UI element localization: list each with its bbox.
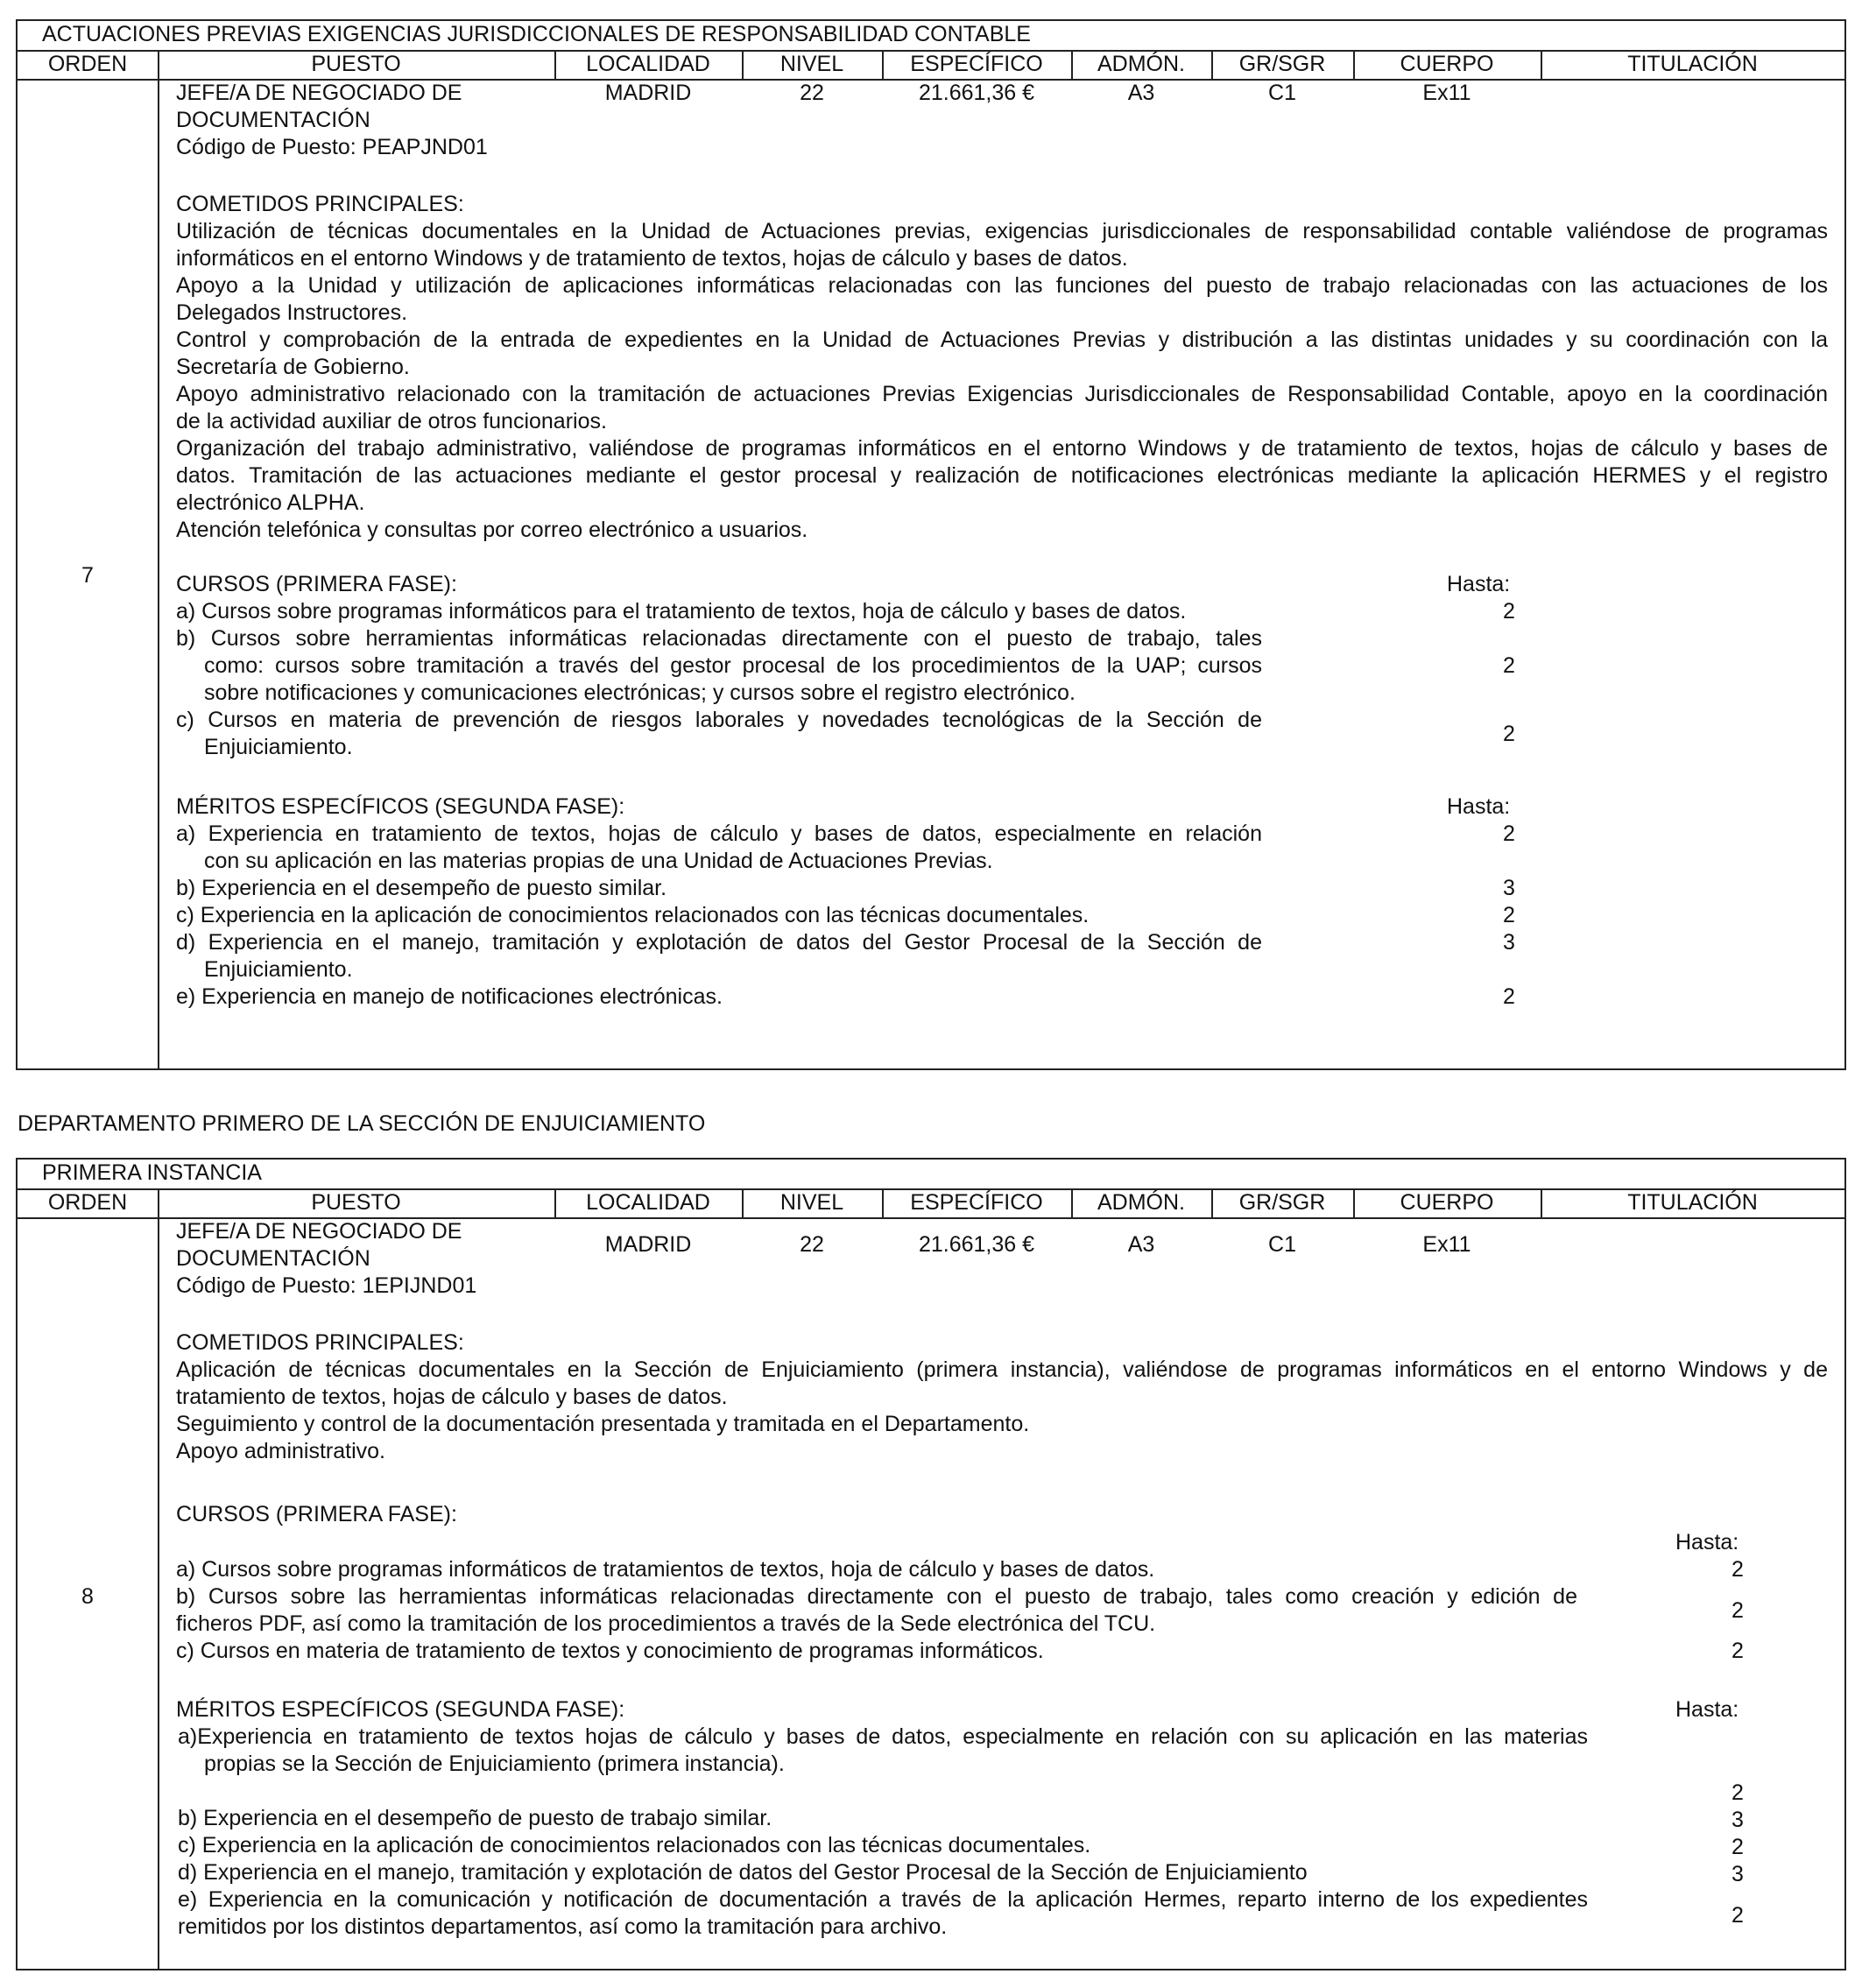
meritos-list <box>176 821 1262 1011</box>
cuerpo-value: Ex11 <box>1422 81 1471 105</box>
header-puesto: PUESTO <box>311 52 401 76</box>
text-line: datos. Tramitación de las actuaciones mediante el gestor procesal y realización de notificaciones electrónicas mediante la aplicación HERMES y el registro <box>176 463 1828 488</box>
header-orden: ORDEN <box>47 52 128 76</box>
text-line: informáticos en el entorno Windows y de tratamiento de textos, hojas de cálculo y bases de datos. <box>176 246 1128 271</box>
points-value: 3 <box>1732 1808 1744 1832</box>
text-line: Control y comprobación de la entrada de expedientes en la Unidad de Actuaciones Previas y distribución a las distintas unidades y su coordinación con la <box>176 328 1828 352</box>
points-value: 2 <box>1503 722 1515 746</box>
text-line: Enjuiciamiento. <box>204 735 353 759</box>
text-line: e) Experiencia en la comunicación y notificación de documentación a través de la aplicación Hermes, reparto interno de los expedientes <box>178 1887 1588 1912</box>
nivel-value: 22 <box>800 1232 824 1257</box>
header-nivel: NIVEL <box>779 52 844 76</box>
header-orden: ORDEN <box>47 1190 128 1215</box>
text-line: a) Experiencia en tratamiento de textos, hojas de cálculo y bases de datos, especialmente en relación <box>176 821 1262 846</box>
points-value: 2 <box>1503 903 1515 927</box>
header-grupo: GR/SGR <box>1238 52 1326 76</box>
spacer <box>178 1778 1588 1805</box>
hasta-label: Hasta: <box>1675 1697 1739 1722</box>
text-line: Apoyo administrativo relacionado con la tramitación de actuaciones Previas Exigencias Jurisdiccionales de Responsabilidad Contable, apoyo en la coordinación <box>176 382 1828 406</box>
points-value: 2 <box>1732 1557 1744 1582</box>
text-line: Utilización de técnicas documentales en la Unidad de Actuaciones previas, exigencias jurisdiccionales de responsabilidad contable valiéndose de programas <box>176 219 1828 243</box>
department-heading: DEPARTAMENTO PRIMERO DE LA SECCIÓN DE ENJUICIAMIENTO <box>18 1111 706 1136</box>
divider <box>158 1188 159 1969</box>
points-value: 2 <box>1503 821 1515 846</box>
points-value: 2 <box>1732 1835 1744 1859</box>
header-especifico: ESPECÍFICO <box>910 52 1043 76</box>
header-cuerpo: CUERPO <box>1400 1190 1494 1215</box>
cometidos-list <box>176 1357 1828 1465</box>
scan-mark <box>1844 1522 1846 1547</box>
text-line: b) Cursos sobre herramientas informáticas relacionadas directamente con el puesto de trabajo, tales <box>176 626 1262 651</box>
text-line: con su aplicación en las materias propias de una Unidad de Actuaciones Previas. <box>204 849 993 873</box>
text-line: c) Experiencia en la aplicación de conocimientos relacionados con las técnicas documentales. <box>178 1833 1091 1858</box>
points-value: 2 <box>1503 984 1515 1009</box>
points-value: 2 <box>1503 653 1515 678</box>
puesto-code: Código de Puesto: 1EPIJND01 <box>176 1273 477 1298</box>
header-localidad: LOCALIDAD <box>586 1190 710 1215</box>
cursos-list <box>176 1556 1577 1665</box>
text-line: a) Cursos sobre programas informáticos para el tratamiento de textos, hoja de cálculo y bases de datos. <box>176 599 1187 624</box>
scan-mark <box>1844 1489 1846 1520</box>
scan-mark <box>1844 1552 1846 1575</box>
puesto-name: DOCUMENTACIÓN <box>176 1246 370 1271</box>
points-value: 3 <box>1732 1862 1744 1886</box>
meritos-title: MÉRITOS ESPECÍFICOS (SEGUNDA FASE): <box>176 794 625 819</box>
orden-number: 7 <box>81 563 94 588</box>
header-puesto: PUESTO <box>311 1190 401 1215</box>
nivel-value: 22 <box>800 81 824 105</box>
text-line: c) Cursos en materia de tratamiento de textos y conocimiento de programas informáticos. <box>176 1639 1044 1663</box>
localidad-value: MADRID <box>604 81 692 105</box>
hasta-label: Hasta: <box>1675 1530 1739 1554</box>
admon-value: A3 <box>1127 81 1155 105</box>
text-line: b) Cursos sobre las herramientas informáticas relacionadas directamente con el puesto de trabajo, tales como creación y edición de <box>176 1584 1577 1609</box>
header-especifico: ESPECÍFICO <box>910 1190 1043 1215</box>
text-line: Atención telefónica y consultas por correo electrónico a usuarios. <box>176 518 808 542</box>
text-line: tratamiento de textos, hojas de cálculo y bases de datos. <box>176 1385 728 1409</box>
meritos-list <box>178 1724 1588 1941</box>
points-value: 2 <box>1732 1780 1744 1805</box>
header-titulacion: TITULACIÓN <box>1627 1190 1758 1215</box>
text-line: b) Experiencia en el desempeño de puesto de trabajo similar. <box>178 1806 772 1830</box>
section-title: PRIMERA INSTANCIA <box>42 1160 262 1185</box>
text-line: Enjuiciamiento. <box>204 957 353 982</box>
text-line: d) Experiencia en el manejo, tramitación y explotación de datos del Gestor Procesal de la Sección de <box>176 930 1262 955</box>
text-line: Apoyo administrativo. <box>176 1439 386 1463</box>
orden-number: 8 <box>81 1584 94 1609</box>
header-admon: ADMÓN. <box>1097 1190 1185 1215</box>
text-line: Apoyo a la Unidad y utilización de aplicaciones informáticas relacionadas con las funciones del puesto de trabajo relacionadas con las actuaciones de los <box>176 273 1828 298</box>
text-line: a)Experiencia en tratamiento de textos hojas de cálculo y bases de datos, especialmente en relación con su aplicación en las materias <box>178 1724 1588 1749</box>
text-line: Seguimiento y control de la documentación presentada y tramitada en el Departamento. <box>176 1412 1030 1436</box>
text-line: d) Experiencia en el manejo, tramitación y explotación de datos del Gestor Procesal de la Sección de Enjuiciamiento <box>178 1860 1308 1885</box>
points-value: 2 <box>1732 1598 1744 1623</box>
text-line: ficheros PDF, así como la tramitación de los procedimientos a través de la Sede electrónica del TCU. <box>176 1611 1156 1636</box>
points-value: 3 <box>1503 876 1515 900</box>
text-line: Organización del trabajo administrativo, valiéndose de programas informáticos en el entorno Windows y de tratamiento de textos, hojas de cálculo y bases de <box>176 436 1828 461</box>
text-line: a) Cursos sobre programas informáticos de tratamientos de textos, hoja de cálculo y bases de datos. <box>176 1557 1155 1582</box>
grupo-value: C1 <box>1268 81 1296 105</box>
text-line: c) Cursos en materia de prevención de riesgos laborales y novedades tecnológicas de la Sección de <box>176 708 1262 732</box>
cursos-title: CURSOS (PRIMERA FASE): <box>176 572 457 596</box>
cuerpo-value: Ex11 <box>1422 1232 1471 1257</box>
puesto-name: JEFE/A DE NEGOCIADO DE <box>176 81 462 105</box>
section-title: ACTUACIONES PREVIAS EXIGENCIAS JURISDICCIONALES DE RESPONSABILIDAD CONTABLE <box>42 22 1031 46</box>
localidad-value: MADRID <box>604 1232 692 1257</box>
grupo-value: C1 <box>1268 1232 1296 1257</box>
cometidos-title: COMETIDOS PRINCIPALES: <box>176 192 464 216</box>
text-line: sobre notificaciones y comunicaciones electrónicas; y cursos sobre el registro electrónico. <box>204 680 1076 705</box>
hasta-label: Hasta: <box>1447 794 1511 819</box>
admon-value: A3 <box>1127 1232 1155 1257</box>
puesto-code: Código de Puesto: PEAPJND01 <box>176 135 488 159</box>
header-cuerpo: CUERPO <box>1400 52 1494 76</box>
puesto-name: DOCUMENTACIÓN <box>176 108 370 132</box>
text-line: c) Experiencia en la aplicación de conocimientos relacionados con las técnicas documentales. <box>176 903 1090 927</box>
cursos-title: CURSOS (PRIMERA FASE): <box>176 1502 457 1526</box>
text-line: remitidos por los distintos departamentos, así como la tramitación para archivo. <box>178 1914 948 1939</box>
header-nivel: NIVEL <box>779 1190 844 1215</box>
table-section-7 <box>16 19 1846 1070</box>
points-value: 2 <box>1732 1903 1744 1928</box>
header-admon: ADMÓN. <box>1097 52 1185 76</box>
text-line: electrónico ALPHA. <box>176 490 365 515</box>
points-value: 2 <box>1503 599 1515 624</box>
text-line: Secretaría de Gobierno. <box>176 355 410 379</box>
table-section-8 <box>16 1158 1846 1970</box>
points-value: 3 <box>1503 930 1515 955</box>
header-grupo: GR/SGR <box>1238 1190 1326 1215</box>
puesto-name: JEFE/A DE NEGOCIADO DE <box>176 1219 462 1244</box>
text-line: b) Experiencia en el desempeño de puesto similar. <box>176 876 667 900</box>
text-line: propias se la Sección de Enjuiciamiento (primera instancia). <box>204 1752 785 1776</box>
hasta-label: Hasta: <box>1447 572 1511 596</box>
text-line: e) Experiencia en manejo de notificaciones electrónicas. <box>176 984 723 1009</box>
text-line: de la actividad auxiliar de otros funcionarios. <box>176 409 607 434</box>
header-localidad: LOCALIDAD <box>586 52 710 76</box>
especifico-value: 21.661,36 € <box>918 81 1035 105</box>
points-value: 2 <box>1732 1639 1744 1663</box>
especifico-value: 21.661,36 € <box>918 1232 1035 1257</box>
meritos-title: MÉRITOS ESPECÍFICOS (SEGUNDA FASE): <box>176 1697 625 1722</box>
text-line: como: cursos sobre tramitación a través del gestor procesal de los procedimientos de la UAP; cursos <box>204 653 1262 678</box>
header-titulacion: TITULACIÓN <box>1627 52 1758 76</box>
divider <box>158 50 159 1068</box>
cometidos-title: COMETIDOS PRINCIPALES: <box>176 1330 464 1355</box>
text-line: Aplicación de técnicas documentales en la Sección de Enjuiciamiento (primera instancia), valiéndose de programas informáticos en el entorno Windows y de <box>176 1357 1828 1382</box>
cometidos-list <box>176 218 1828 544</box>
cursos-list <box>176 598 1262 761</box>
text-line: Delegados Instructores. <box>176 300 408 325</box>
